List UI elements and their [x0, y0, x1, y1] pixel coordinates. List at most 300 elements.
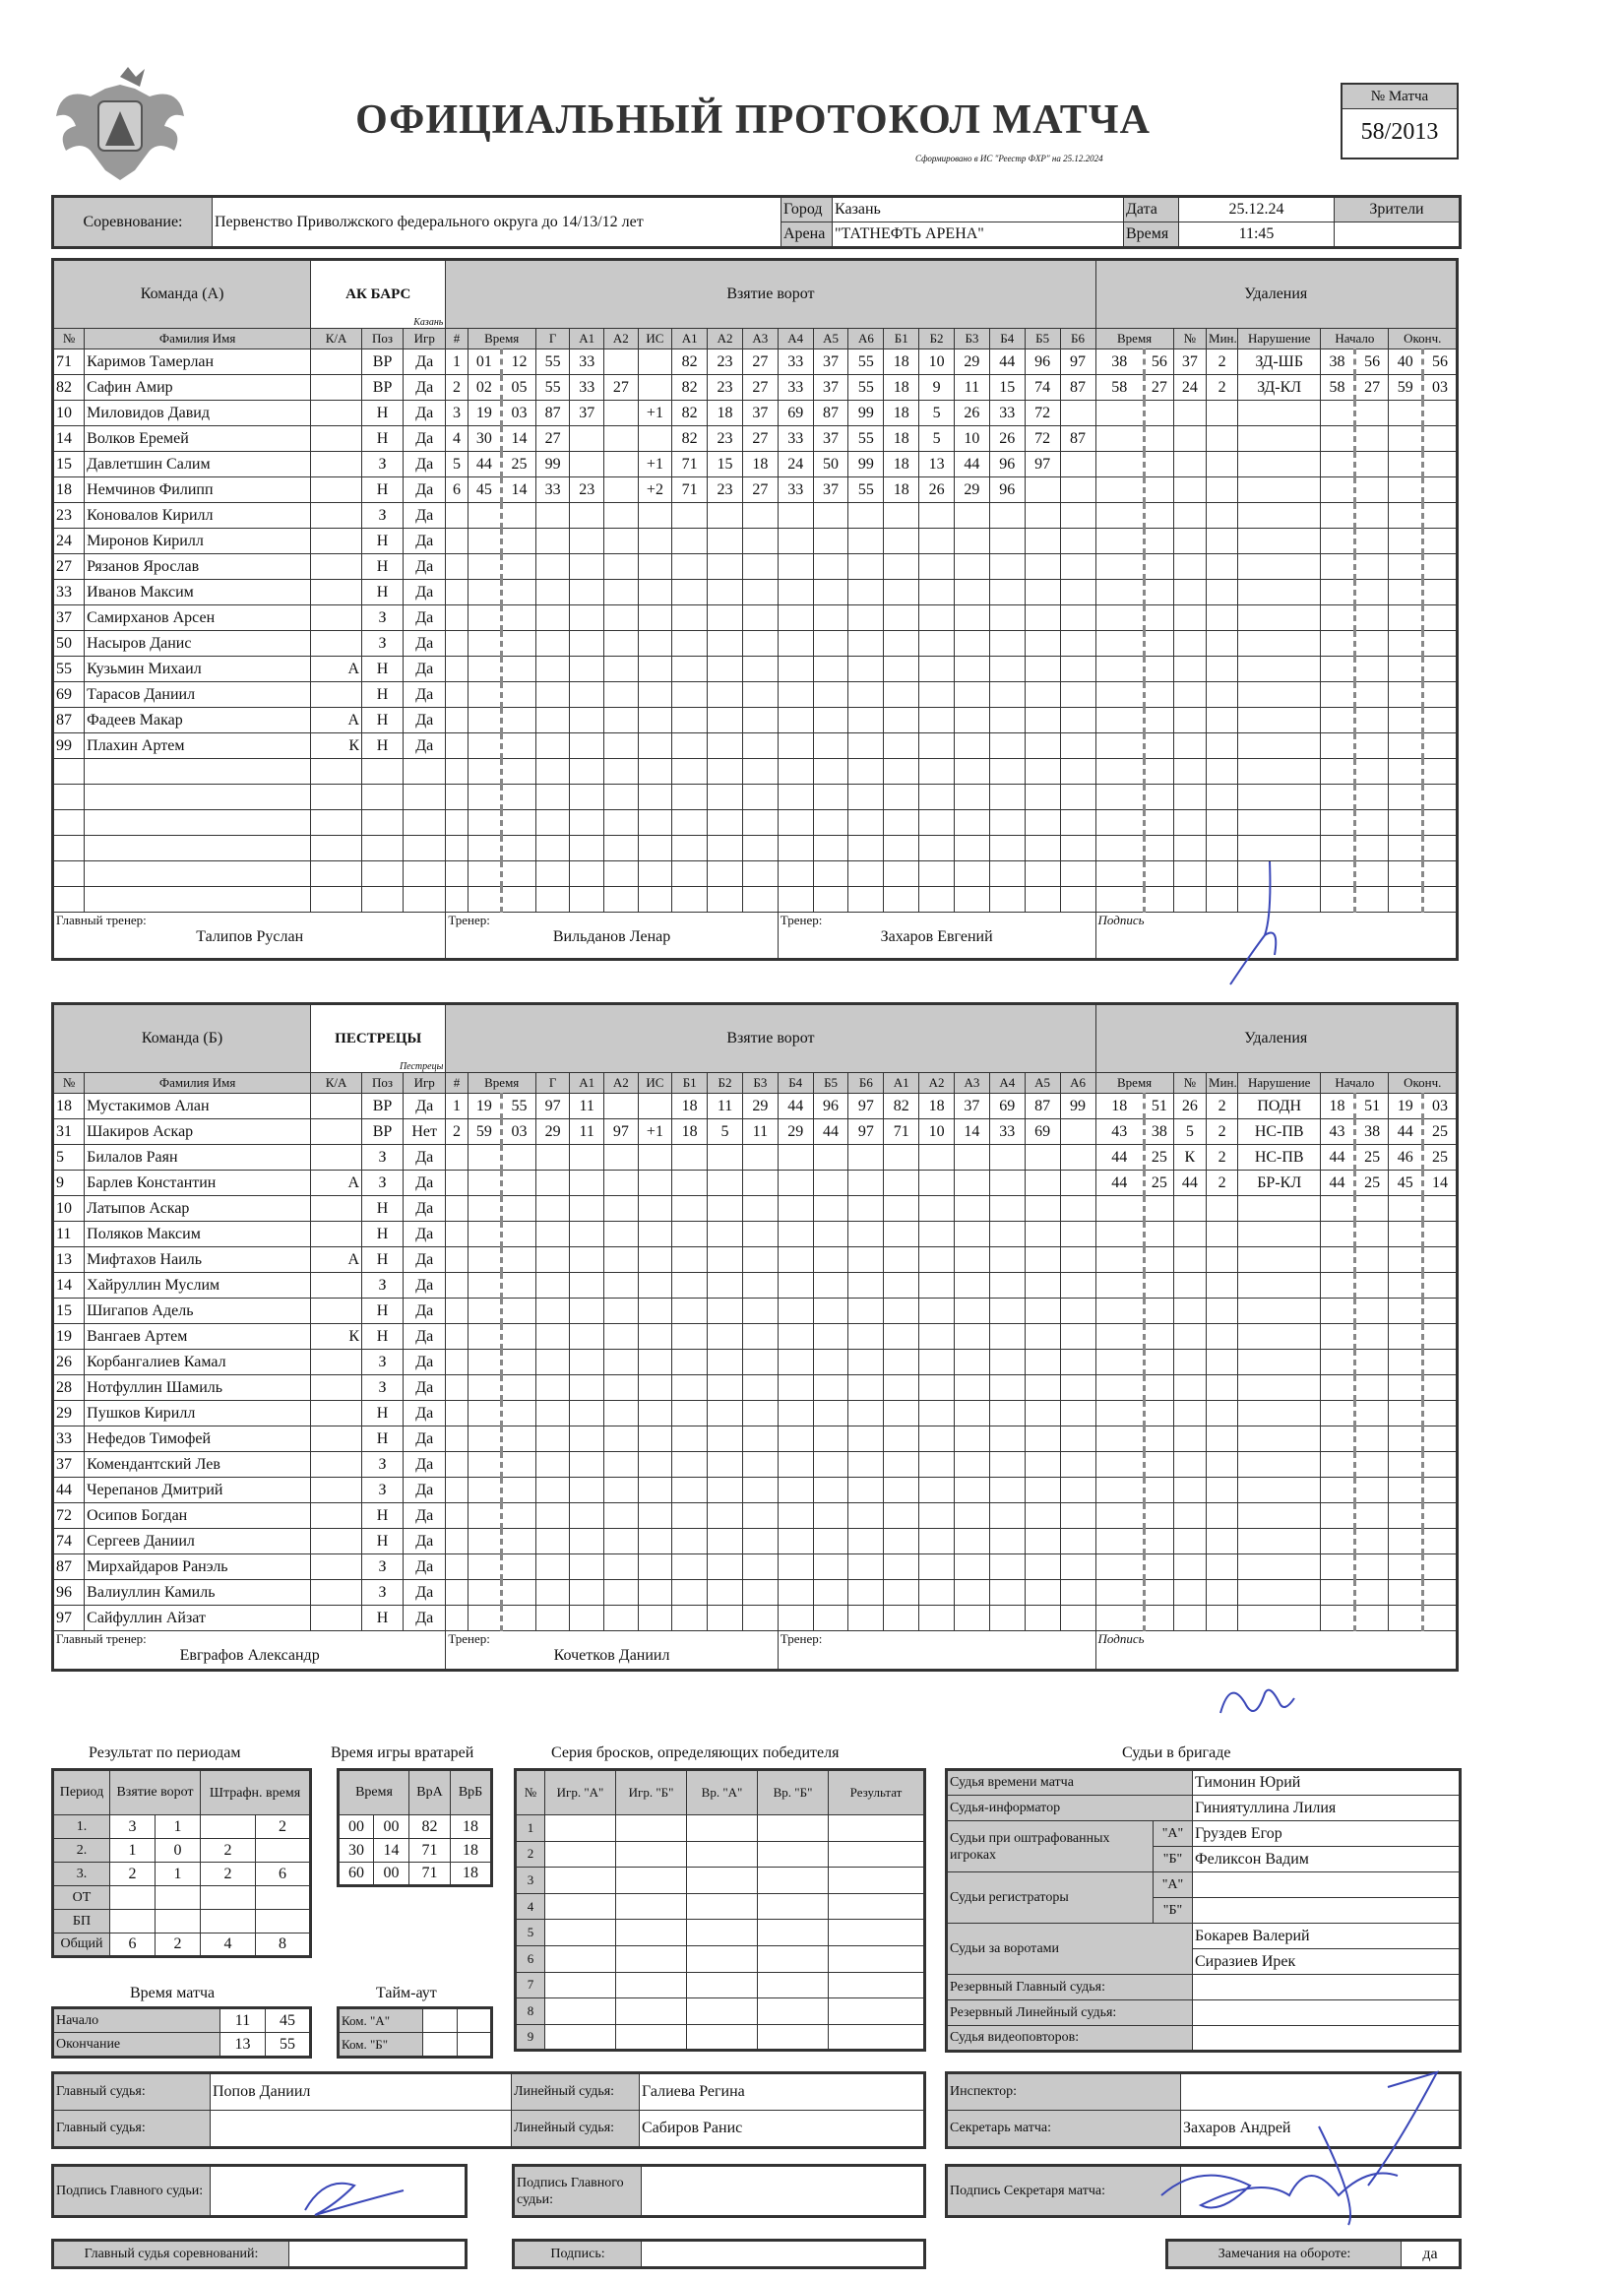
goal-assist-2 [604, 1247, 639, 1273]
goal-oncourt-player [955, 887, 990, 913]
goal-oncourt-player [708, 1554, 743, 1580]
team-a-head-coach: Талипов Руслан [196, 928, 304, 945]
goal-oncourt-player [955, 1299, 990, 1324]
goal-assist-1 [570, 1196, 604, 1222]
player-position: З [362, 1145, 404, 1171]
goal-strength: +1 [638, 401, 672, 426]
goal-number [446, 503, 468, 529]
goal-assist-2 [604, 1452, 639, 1478]
penalty-violation [1238, 426, 1321, 452]
goal-strength [638, 1273, 672, 1299]
goal-oncourt-player [742, 759, 778, 785]
goal-oncourt-player [813, 1145, 848, 1171]
player-number: 97 [53, 1606, 85, 1631]
penalty-violation [1238, 1503, 1321, 1529]
penalty-end-sec [1423, 605, 1458, 631]
goal-oncourt-player [672, 810, 708, 836]
goal-assist-1 [570, 1606, 604, 1631]
penalty-minute [1095, 1606, 1144, 1631]
goal-oncourt-player [989, 1580, 1025, 1606]
penalty-minute [1095, 426, 1144, 452]
player-role: А [311, 1247, 362, 1273]
announcer-name: Гиниятуллина Лилия [1193, 1796, 1461, 1821]
goal-strength [638, 503, 672, 529]
period-value: 0 [156, 1839, 201, 1863]
goal-oncourt-player [778, 887, 813, 913]
goal-assist-2 [604, 682, 639, 708]
shootout-cell [687, 2024, 758, 2051]
goal-oncourt-player [742, 836, 778, 861]
shootout-row [516, 1815, 925, 1842]
goal-oncourt-player [848, 1503, 884, 1529]
goal-oncourt-player: 87 [1060, 426, 1095, 452]
period-value [256, 1839, 311, 1863]
goal-minute [468, 605, 502, 631]
goal-oncourt-player [708, 1529, 743, 1554]
goal-oncourt-player [989, 1145, 1025, 1171]
goal-oncourt-player: 29 [955, 349, 990, 375]
player-number: 15 [53, 452, 85, 477]
player-name: Шигапов Адель [85, 1299, 311, 1324]
player-role: К [311, 733, 362, 759]
goal-oncourt-player [884, 733, 919, 759]
goal-second [502, 580, 536, 605]
goal-assist-2 [604, 631, 639, 657]
goal-number [446, 657, 468, 682]
goal-oncourt-player [742, 887, 778, 913]
period-value [201, 1910, 256, 1933]
goal-oncourt-player [778, 810, 813, 836]
goal-oncourt-player [1025, 836, 1060, 861]
penalty-minute [1095, 1375, 1144, 1401]
goal-oncourt-player [919, 1324, 955, 1350]
penalty-end-sec [1423, 452, 1458, 477]
player-number: 74 [53, 1529, 85, 1554]
goal-scorer [535, 1529, 570, 1554]
penalty-end-min [1389, 1503, 1423, 1529]
goal-oncourt-player [813, 1299, 848, 1324]
penalty-second [1144, 1299, 1173, 1324]
penalty-end-sec: 03 [1423, 1094, 1458, 1119]
col-header-pen_viol: Нарушение [1238, 1073, 1321, 1094]
penalty-end-sec [1423, 1554, 1458, 1580]
goal-strength [638, 1529, 672, 1554]
periods-h-pen: Штрафн. время [201, 1770, 311, 1815]
goal-oncourt-player [884, 1606, 919, 1631]
goal-scorer [535, 631, 570, 657]
goal-assist-1 [570, 733, 604, 759]
penalty-minutes [1207, 554, 1238, 580]
goal-oncourt-player: 74 [1025, 375, 1060, 401]
shootout-number: 4 [516, 1893, 545, 1920]
col-header-hash: # [446, 1073, 468, 1094]
goal-oncourt-player: 18 [708, 401, 743, 426]
penalty-minute [1095, 503, 1144, 529]
penalty-start-min [1321, 1580, 1355, 1606]
player-number: 69 [53, 682, 85, 708]
goal-assist-2: 27 [604, 375, 639, 401]
goal-oncourt-player [919, 810, 955, 836]
goal-minute: 19 [468, 1094, 502, 1119]
goal-assist-2 [604, 759, 639, 785]
penalty-player [1173, 529, 1206, 554]
goal-oncourt-player [884, 503, 919, 529]
penalty-minute: 43 [1095, 1119, 1144, 1145]
penalty-violation [1238, 503, 1321, 529]
goal-oncourt-player [1025, 861, 1060, 887]
goalie-value: 00 [374, 1863, 409, 1886]
goal-strength: +2 [638, 477, 672, 503]
penalty-minutes [1207, 605, 1238, 631]
coach-label: Тренер: [448, 1631, 490, 1646]
player-plays [404, 810, 446, 836]
goal-oncourt-player [778, 1554, 813, 1580]
period-value: 8 [256, 1933, 311, 1957]
goal-oncourt-player [989, 503, 1025, 529]
goal-strength [638, 1554, 672, 1580]
goal-oncourt-player [1060, 1375, 1095, 1401]
period-row [53, 1815, 311, 1839]
goal-oncourt-player [778, 1426, 813, 1452]
col-header-g: Г [535, 1073, 570, 1094]
penalty-second [1144, 1554, 1173, 1580]
team-a-goals-header: Взятие ворот [446, 260, 1095, 329]
goal-minute [468, 1452, 502, 1478]
penalty-start-sec [1354, 580, 1389, 605]
penalty-end-min [1389, 503, 1423, 529]
goal-oncourt-player [1060, 1145, 1095, 1171]
goal-assist-1 [570, 1324, 604, 1350]
penalty-violation [1238, 1606, 1321, 1631]
goal-oncourt-player [1025, 785, 1060, 810]
penalty-minutes [1207, 785, 1238, 810]
penalty-player [1173, 631, 1206, 657]
player-name: Тарасов Даниил [85, 682, 311, 708]
goalie-value: 00 [339, 1815, 374, 1839]
goal-oncourt-player [778, 861, 813, 887]
player-number: 44 [53, 1478, 85, 1503]
shootout-cell [758, 1998, 829, 2025]
goal-oncourt-player [1060, 682, 1095, 708]
goal-oncourt-player [742, 810, 778, 836]
col-header-oncourt: А2 [919, 1073, 955, 1094]
goal-oncourt-player [708, 1503, 743, 1529]
sign-label: Подпись [1097, 1631, 1145, 1646]
penalty-end-sec [1423, 1426, 1458, 1452]
goal-oncourt-player [989, 580, 1025, 605]
penalty-end-min [1389, 1222, 1423, 1247]
penalty-player [1173, 1222, 1206, 1247]
goal-minute [468, 503, 502, 529]
player-row [53, 1478, 1458, 1503]
goal-assist-1 [570, 861, 604, 887]
goal-oncourt-player [672, 861, 708, 887]
penalty-end-min [1389, 682, 1423, 708]
goal-minute [468, 810, 502, 836]
penalty-end-sec [1423, 682, 1458, 708]
goal-strength [638, 1401, 672, 1426]
goal-oncourt-player [778, 631, 813, 657]
goal-oncourt-player [848, 733, 884, 759]
goal-oncourt-player [884, 759, 919, 785]
player-role [311, 1580, 362, 1606]
goal-oncourt-player [708, 682, 743, 708]
player-row [53, 1145, 1458, 1171]
shootout-cell [616, 1893, 687, 1920]
goal-second [502, 836, 536, 861]
goal-oncourt-player: 99 [848, 401, 884, 426]
goal-scorer [535, 1324, 570, 1350]
player-plays [404, 836, 446, 861]
start-minute: 45 [266, 2008, 311, 2033]
goal-oncourt-player [672, 1196, 708, 1222]
goal-oncourt-player [672, 785, 708, 810]
goal-number [446, 1247, 468, 1273]
goal-minute [468, 759, 502, 785]
goal-assist-1 [570, 1350, 604, 1375]
shootout-cell [545, 1945, 616, 1972]
goal-oncourt-player [848, 887, 884, 913]
goal-minute [468, 1606, 502, 1631]
penalty-start-sec: 27 [1354, 375, 1389, 401]
start-hour: 11 [220, 2008, 266, 2033]
period-value: 2 [201, 1839, 256, 1863]
player-name: Давлетшин Салим [85, 452, 311, 477]
player-plays: Да [404, 1503, 446, 1529]
goal-oncourt-player [884, 580, 919, 605]
col-header-pen_viol: Нарушение [1238, 329, 1321, 349]
goal-oncourt-player [1060, 1580, 1095, 1606]
goalie-value: 00 [374, 1815, 409, 1839]
shootout-cell [687, 1972, 758, 1998]
goal-assist-2 [604, 477, 639, 503]
team-a-name: АК БАРС [345, 285, 411, 302]
player-row [53, 529, 1458, 554]
goal-assist-2 [604, 1401, 639, 1426]
shootout-cell [545, 1972, 616, 1998]
player-position: Н [362, 1222, 404, 1247]
goal-oncourt-player [778, 1478, 813, 1503]
period-value: 2 [201, 1863, 256, 1886]
shootout-header: Игр. "Б" [616, 1770, 687, 1815]
col-header-pen_end: Оконч. [1389, 329, 1458, 349]
goal-minute [468, 887, 502, 913]
penalty-second [1144, 1222, 1173, 1247]
goal-assist-1 [570, 1273, 604, 1299]
goal-oncourt-player [848, 708, 884, 733]
penalty-start-min [1321, 708, 1355, 733]
goal-minute [468, 708, 502, 733]
main-referee-1: Попов Даниил [211, 2073, 512, 2111]
penalty-end-sec [1423, 810, 1458, 836]
matchtime-title: Время матча [130, 1985, 216, 2001]
goal-strength: +1 [638, 452, 672, 477]
goal-oncourt-player [1060, 1222, 1095, 1247]
shootout-number: 9 [516, 2024, 545, 2051]
player-plays: Да [404, 426, 446, 452]
col-header-oncourt: Б5 [1025, 329, 1060, 349]
player-position: З [362, 1554, 404, 1580]
goal-number [446, 1145, 468, 1171]
player-role [311, 861, 362, 887]
goal-oncourt-player: 69 [1025, 1119, 1060, 1145]
player-position [362, 759, 404, 785]
goal-strength [638, 1606, 672, 1631]
player-name: Шакиров Аскар [85, 1119, 311, 1145]
player-role [311, 1273, 362, 1299]
goalies-h-a: ВрА [409, 1770, 451, 1815]
penalty-player [1173, 426, 1206, 452]
goal-number: 2 [446, 375, 468, 401]
goal-minute [468, 1324, 502, 1350]
period-value [256, 1886, 311, 1910]
goal-number: 3 [446, 401, 468, 426]
goal-number: 1 [446, 349, 468, 375]
penalty-end-min [1389, 759, 1423, 785]
officials-table [945, 1768, 1462, 2053]
penalty-second [1144, 861, 1173, 887]
goal-oncourt-player: 97 [848, 1119, 884, 1145]
goal-oncourt-player [1025, 733, 1060, 759]
shootout-cell [829, 1945, 925, 1972]
penalty-minutes [1207, 401, 1238, 426]
penalty-end-min [1389, 810, 1423, 836]
penalty-start-min: 18 [1321, 1094, 1355, 1119]
remarks-value: да [1402, 2241, 1461, 2268]
goal-strength [638, 887, 672, 913]
goal-assist-2 [604, 1426, 639, 1452]
player-name: Миронов Кирилл [85, 529, 311, 554]
goal-assist-2 [604, 708, 639, 733]
goal-oncourt-player [848, 836, 884, 861]
goal-oncourt-player [955, 1503, 990, 1529]
player-number [53, 810, 85, 836]
player-role [311, 1503, 362, 1529]
goal-assist-1 [570, 1478, 604, 1503]
penalty-player [1173, 1554, 1206, 1580]
goal-scorer [535, 529, 570, 554]
player-number: 37 [53, 1452, 85, 1478]
penalty-player [1173, 1375, 1206, 1401]
team-b-name: ПЕСТРЕЦЫ [335, 1030, 422, 1046]
player-plays: Да [404, 1171, 446, 1196]
player-number: 33 [53, 1426, 85, 1452]
penalty-start-sec [1354, 1554, 1389, 1580]
penalty-end-min [1389, 861, 1423, 887]
goal-oncourt-player [884, 1580, 919, 1606]
team-b-coach2-cell [778, 1631, 1095, 1671]
col-header-num: № [53, 329, 85, 349]
col-header-oncourt: Б2 [708, 1073, 743, 1094]
goal-assist-1 [570, 529, 604, 554]
penalty-start-min [1321, 1273, 1355, 1299]
goalies-h-time: Время [339, 1770, 409, 1815]
player-name: Мирхайдаров Ранэль [85, 1554, 311, 1580]
penalty-minutes [1207, 1196, 1238, 1222]
timeout-table [337, 2006, 493, 2059]
player-name: Пушков Кирилл [85, 1401, 311, 1426]
goal-oncourt-player: 29 [778, 1119, 813, 1145]
player-number: 23 [53, 503, 85, 529]
goal-minute: 59 [468, 1119, 502, 1145]
goal-second [502, 631, 536, 657]
inspector-label: Инспектор: [947, 2073, 1181, 2111]
goal-number [446, 1503, 468, 1529]
goal-assist-2 [604, 1171, 639, 1196]
goal-oncourt-player [672, 1580, 708, 1606]
line-referee-label: Линейный судья: [512, 2073, 640, 2111]
player-position: Н [362, 1529, 404, 1554]
penalty-violation [1238, 1299, 1321, 1324]
goal-oncourt-player [708, 657, 743, 682]
col-header-time: Время [468, 1073, 535, 1094]
goal-minute [468, 861, 502, 887]
goal-oncourt-player [708, 529, 743, 554]
penalty-minute [1095, 1222, 1144, 1247]
penalty-end-min [1389, 1247, 1423, 1273]
period-value [110, 1886, 156, 1910]
goal-second: 55 [502, 1094, 536, 1119]
penalty-minute [1095, 708, 1144, 733]
penalty-player: 44 [1173, 1171, 1206, 1196]
shootout-cell [758, 1972, 829, 1998]
penalty-end-min: 45 [1389, 1171, 1423, 1196]
shootout-cell [758, 1893, 829, 1920]
shootout-cell [616, 1815, 687, 1842]
goal-strength [638, 1375, 672, 1401]
goal-oncourt-player: 18 [672, 1094, 708, 1119]
penalty-end-sec [1423, 733, 1458, 759]
player-row [53, 554, 1458, 580]
goal-oncourt-player [708, 1375, 743, 1401]
shootout-cell [616, 1841, 687, 1868]
penalty-minute [1095, 1196, 1144, 1222]
penalty-end-min: 59 [1389, 375, 1423, 401]
shootout-cell [545, 1868, 616, 1894]
goal-oncourt-player [813, 1375, 848, 1401]
goal-oncourt-player [708, 810, 743, 836]
goal-oncourt-player [1060, 1324, 1095, 1350]
goal-oncourt-player: 10 [919, 349, 955, 375]
col-header-play: Игр [404, 1073, 446, 1094]
goal-oncourt-player: 44 [813, 1119, 848, 1145]
penalty-start-sec [1354, 452, 1389, 477]
goal-number [446, 1606, 468, 1631]
goal-scorer [535, 1606, 570, 1631]
goal-oncourt-player [672, 1145, 708, 1171]
goal-number [446, 1299, 468, 1324]
goal-strength [638, 1094, 672, 1119]
period-row [53, 1886, 311, 1910]
goal-second [502, 733, 536, 759]
goal-second [502, 1247, 536, 1273]
penalty-minutes [1207, 580, 1238, 605]
goal-second [502, 1222, 536, 1247]
goal-number: 4 [446, 426, 468, 452]
penalty-start-sec [1354, 477, 1389, 503]
goal-second [502, 887, 536, 913]
penalty-end-min [1389, 1606, 1423, 1631]
shootout-cell [545, 1841, 616, 1868]
goal-oncourt-player [955, 605, 990, 631]
player-role [311, 477, 362, 503]
penalty-end-min [1389, 631, 1423, 657]
shootout-number: 5 [516, 1920, 545, 1946]
goal-oncourt-player [1025, 605, 1060, 631]
player-row [53, 1554, 1458, 1580]
player-position: ВР [362, 1094, 404, 1119]
penalty-minutes [1207, 1375, 1238, 1401]
